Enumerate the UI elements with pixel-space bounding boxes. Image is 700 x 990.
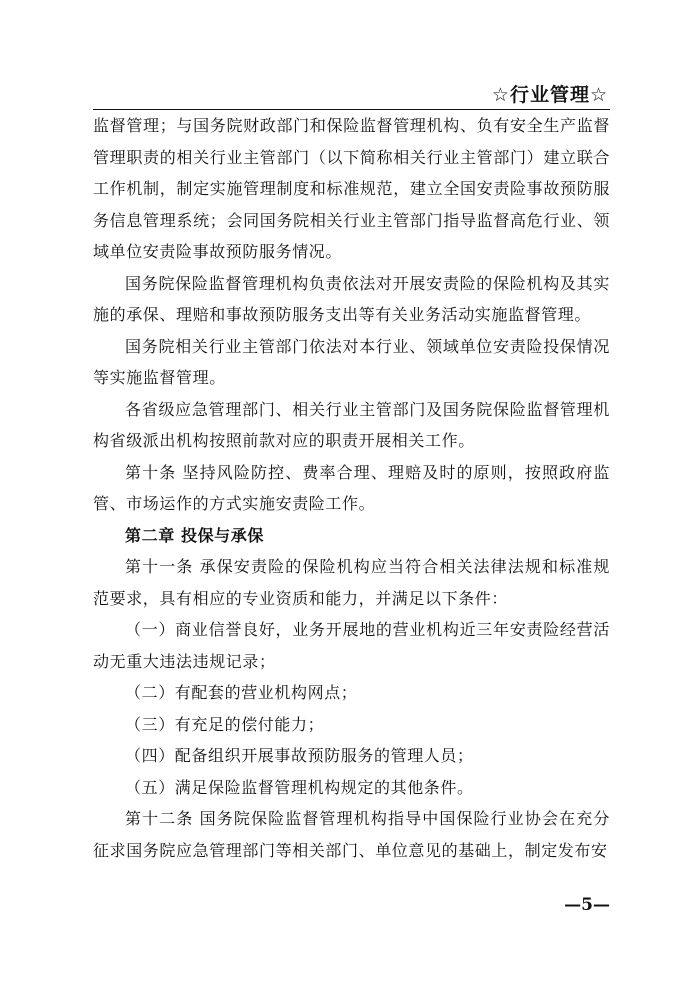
chapter-heading: 第二章 投保与承保 bbox=[125, 525, 264, 545]
paragraph: 国务院保险监督管理机构负责依法对开展安责险的保险机构及其实施的承保、理赔和事故预防服务支出等有关业务活动实施监督管理。 bbox=[93, 273, 610, 324]
page-body bbox=[93, 110, 610, 866]
list-item: （四）配备组织开展事故预防服务的管理人员； bbox=[125, 746, 474, 765]
paragraph: 各省级应急管理部门、相关行业主管部门及国务院保险监督管理机构省级派出机构按照前款对应的职责开展相关工作。 bbox=[93, 399, 610, 450]
paragraph: 监督管理；与国务院财政部门和保险监督管理机构、负有安全生产监督管理职责的相关行业主管部门（以下简称相关行业主管部门）建立联合工作机制，制定实施管理制度和标准规范，建立全国安责险事故预防服务信息管理系统；会同国务院相关行业主管部门指导监督高危行业、领域单位安责险事故预防服务情况。 bbox=[93, 116, 610, 261]
section-header: ☆行业管理☆ bbox=[491, 84, 608, 106]
list-item: （二）有配套的营业机构网点； bbox=[125, 683, 358, 702]
list-item: （一）商业信誉良好，业务开展地的营业机构近三年安责险经营活动无重大违法违规记录； bbox=[93, 620, 610, 671]
article-12: 第十二条 国务院保险监督管理机构指导中国保险行业协会在充分征求国务院应急管理部门等相关部门、单位意见的基础上，制定发布安 bbox=[93, 809, 610, 860]
article-10: 第十条 坚持风险防控、费率合理、理赔及时的原则，按照政府监管、市场运作的方式实施安责险工作。 bbox=[93, 462, 610, 513]
list-item: （三）有充足的偿付能力； bbox=[125, 714, 325, 734]
page-number: —5— bbox=[564, 895, 610, 915]
article-11: 第十一条 承保安责险的保险机构应当符合相关法律法规和标准规范要求，具有相应的专业资质和能力，并满足以下条件： bbox=[93, 557, 610, 608]
list-item: （五）满足保险监督管理机构规定的其他条件。 bbox=[125, 777, 474, 797]
paragraph: 国务院相关行业主管部门依法对本行业、领域单位安责险投保情况等实施监督管理。 bbox=[93, 336, 610, 387]
